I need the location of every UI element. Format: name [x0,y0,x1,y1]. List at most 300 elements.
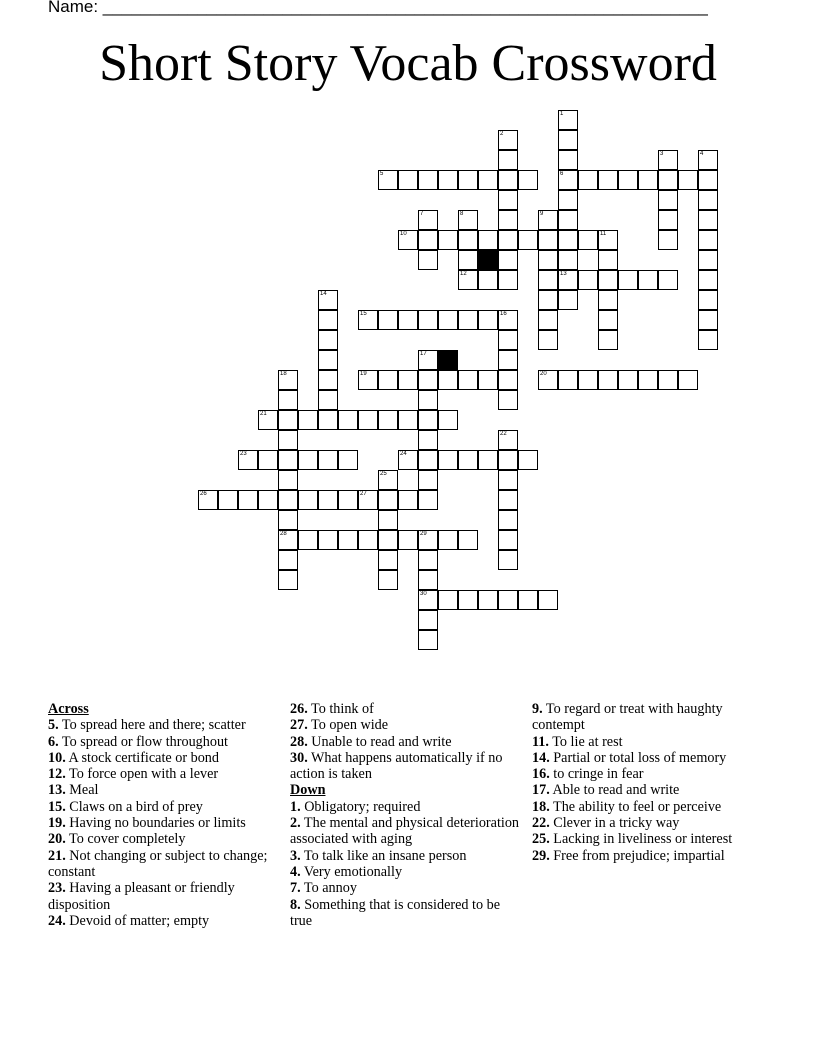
grid-cell[interactable] [338,410,358,430]
grid-cell[interactable] [558,210,578,230]
grid-cell[interactable] [238,450,258,470]
clue-number: 3 [660,151,664,157]
grid-cell[interactable] [418,350,438,370]
clue-item-number: 4. [290,863,301,880]
grid-cell[interactable] [398,230,418,250]
grid-cell[interactable] [318,490,338,510]
grid-cell[interactable] [598,230,618,250]
grid-cell[interactable] [378,490,398,510]
clue-item-text: Having no boundaries or limits [65,815,246,832]
grid-cell[interactable] [698,290,718,310]
grid-cell[interactable] [438,230,458,250]
clue-item [532,766,762,782]
clue-number: 14 [320,291,327,297]
clue-item-number: 30. [290,749,308,766]
clue-number: 22 [500,431,507,437]
clue-item-text: To open wide [307,717,389,734]
clue-item-text: The mental and physical deterioration associated with aging [290,815,520,848]
grid-cell[interactable] [458,270,478,290]
grid-cell[interactable] [598,270,618,290]
clue-item [48,750,278,766]
grid-cell[interactable] [358,370,378,390]
grid-cell[interactable] [298,450,318,470]
grid-cell[interactable] [698,330,718,350]
grid-cell[interactable] [378,530,398,550]
clue-item-text: To spread here and there; scatter [58,717,246,734]
grid-cell[interactable] [498,590,518,610]
clue-item-number: 24. [48,912,66,929]
grid-cell[interactable] [278,450,298,470]
clue-item-number: 18. [532,798,550,815]
clue-number: 25 [380,471,387,477]
grid-cell[interactable] [498,230,518,250]
grid-cell[interactable] [558,190,578,210]
grid-cell[interactable] [458,450,478,470]
grid-cell[interactable] [498,130,518,150]
clue-number: 17 [420,351,427,357]
grid-cell[interactable] [658,370,678,390]
grid-cell[interactable] [358,530,378,550]
grid-cell[interactable] [558,230,578,250]
clue-item-text: Free from prejudice; impartial [549,847,725,864]
grid-cell[interactable] [378,370,398,390]
grid-cell[interactable] [338,490,358,510]
grid-cell[interactable] [318,310,338,330]
grid-cell[interactable] [238,490,258,510]
grid-cell[interactable] [418,570,438,590]
clue-item [290,717,520,733]
clue-item [290,897,520,930]
grid-cell[interactable] [598,370,618,390]
grid-cell[interactable] [498,270,518,290]
grid-cell[interactable] [438,310,458,330]
grid-cell[interactable] [698,310,718,330]
blocked-cell [478,250,498,270]
grid-cell[interactable] [438,410,458,430]
grid-cell[interactable] [418,210,438,230]
clue-number: 1 [560,111,564,117]
clue-item-text: To think of [307,701,374,717]
clue-item-text: to cringe in fear [549,766,644,783]
grid-cell[interactable] [198,490,218,510]
grid-cell[interactable] [698,230,718,250]
grid-cell[interactable] [638,370,658,390]
grid-cell[interactable] [478,370,498,390]
grid-cell[interactable] [498,390,518,410]
clue-number: 18 [280,371,287,377]
clue-number: 13 [560,271,567,277]
clues-column-2 [290,701,520,929]
grid-cell[interactable] [698,150,718,170]
grid-cell[interactable] [618,170,638,190]
grid-cell[interactable] [658,190,678,210]
clue-item-text: Something that is considered to be true [290,896,501,929]
clue-item [532,701,762,734]
grid-cell[interactable] [418,470,438,490]
grid-cell[interactable] [678,370,698,390]
clue-number: 7 [420,211,424,217]
down-heading: Down [290,782,326,799]
grid-cell[interactable] [318,530,338,550]
clue-item [290,734,520,750]
clue-number: 10 [400,231,407,237]
grid-cell[interactable] [558,150,578,170]
grid-cell[interactable] [258,450,278,470]
grid-cell[interactable] [398,450,418,470]
grid-cell[interactable] [298,410,318,430]
grid-cell[interactable] [598,290,618,310]
grid-cell[interactable] [418,410,438,430]
clue-number: 15 [360,311,367,317]
grid-cell[interactable] [418,310,438,330]
clue-number: 21 [260,411,267,417]
grid-cell[interactable] [498,250,518,270]
clue-item [532,734,762,750]
grid-cell[interactable] [358,490,378,510]
grid-cell[interactable] [418,390,438,410]
clue-item [532,831,762,847]
grid-cell[interactable] [278,430,298,450]
grid-cell[interactable] [558,110,578,130]
clue-item [290,864,520,880]
grid-cell[interactable] [318,290,338,310]
clue-number: 23 [240,451,247,457]
clue-item-number: 3. [290,847,301,864]
name-field[interactable]: Name: ________________________________________________________________ [48,0,708,16]
grid-cell[interactable] [518,590,538,610]
grid-cell[interactable] [518,230,538,250]
clue-item-number: 5. [48,717,59,734]
clue-number: 24 [400,451,407,457]
clue-item-number: 17. [532,782,550,799]
grid-cell[interactable] [278,570,298,590]
clue-item-text: Obligatory; required [300,798,421,815]
grid-cell[interactable] [658,170,678,190]
grid-cell[interactable] [478,310,498,330]
clue-item-text: What happens automatically if no action is taken [290,749,503,783]
grid-cell[interactable] [558,270,578,290]
grid-cell[interactable] [318,350,338,370]
clue-item-text: To cover completely [65,831,186,848]
clue-number: 8 [460,211,464,217]
clue-number: 4 [700,151,704,157]
grid-cell[interactable] [498,530,518,550]
grid-cell[interactable] [538,210,558,230]
grid-cell[interactable] [598,330,618,350]
grid-cell[interactable] [398,370,418,390]
clue-item [290,750,520,783]
grid-cell[interactable] [498,370,518,390]
grid-cell[interactable] [318,450,338,470]
clue-item-text: Able to read and write [549,782,680,799]
grid-cell[interactable] [578,370,598,390]
grid-cell[interactable] [458,230,478,250]
grid-cell[interactable] [478,450,498,470]
clue-item-text: Unable to read and write [307,733,452,750]
grid-cell[interactable] [278,550,298,570]
grid-cell[interactable] [418,610,438,630]
grid-cell[interactable] [478,230,498,250]
grid-cell[interactable] [338,450,358,470]
clue-item-number: 16. [532,766,550,783]
grid-cell[interactable] [398,310,418,330]
grid-cell[interactable] [458,370,478,390]
grid-cell[interactable] [558,370,578,390]
clue-item [48,913,278,929]
grid-cell[interactable] [218,490,238,510]
grid-cell[interactable] [658,150,678,170]
grid-cell[interactable] [518,450,538,470]
grid-cell[interactable] [558,290,578,310]
clue-number: 26 [200,491,207,497]
grid-cell[interactable] [538,370,558,390]
clue-item-text: To spread or flow throughout [58,733,229,750]
grid-cell[interactable] [398,170,418,190]
clue-item [48,734,278,750]
grid-cell[interactable] [498,550,518,570]
grid-cell[interactable] [678,170,698,190]
grid-cell[interactable] [458,530,478,550]
clue-item-number: 2. [290,815,301,832]
grid-cell[interactable] [318,390,338,410]
clue-item-text: Clever in a tricky way [549,815,680,832]
clue-item-number: 6. [48,733,59,750]
grid-cell[interactable] [458,590,478,610]
clue-item-number: 19. [48,815,66,832]
grid-cell[interactable] [498,430,518,450]
grid-cell[interactable] [398,490,418,510]
grid-cell[interactable] [278,490,298,510]
clue-item [48,848,278,881]
grid-cell[interactable] [438,450,458,470]
grid-cell[interactable] [498,490,518,510]
clue-item-number: 13. [48,782,66,799]
grid-cell[interactable] [378,570,398,590]
grid-cell[interactable] [558,250,578,270]
clue-item [48,799,278,815]
grid-cell[interactable] [338,530,358,550]
grid-cell[interactable] [498,150,518,170]
grid-cell[interactable] [418,430,438,450]
clue-item [48,831,278,847]
grid-cell[interactable] [638,170,658,190]
grid-cell[interactable] [698,210,718,230]
grid-cell[interactable] [418,450,438,470]
grid-cell[interactable] [438,370,458,390]
clue-item-number: 1. [290,798,301,815]
clue-item [290,815,520,848]
clue-item-number: 9. [532,701,543,717]
grid-cell[interactable] [498,350,518,370]
grid-cell[interactable] [538,330,558,350]
grid-cell[interactable] [618,370,638,390]
grid-cell[interactable] [618,270,638,290]
clue-item-text: Having a pleasant or friendly disposition [48,880,235,913]
grid-cell[interactable] [498,450,518,470]
grid-cell[interactable] [558,130,578,150]
grid-cell[interactable] [258,490,278,510]
grid-cell[interactable] [638,270,658,290]
grid-cell[interactable] [458,310,478,330]
grid-cell[interactable] [458,250,478,270]
grid-cell[interactable] [518,170,538,190]
grid-cell[interactable] [498,190,518,210]
clue-number: 19 [360,371,367,377]
grid-cell[interactable] [438,170,458,190]
clue-item [48,815,278,831]
page-title: Short Story Vocab Crossword [99,35,717,92]
clue-item-number: 11. [532,733,549,750]
clue-item-text: Partial or total loss of memory [549,749,727,766]
clue-item-number: 27. [290,717,308,734]
grid-cell[interactable] [278,470,298,490]
grid-cell[interactable] [538,310,558,330]
grid-cell[interactable] [418,590,438,610]
clue-item-text: To annoy [300,880,357,897]
clue-number: 29 [420,531,427,537]
grid-cell[interactable] [378,550,398,570]
grid-cell[interactable] [658,230,678,250]
grid-cell[interactable] [418,370,438,390]
across-heading: Across [48,701,89,717]
grid-cell[interactable] [318,410,338,430]
grid-cell[interactable] [698,250,718,270]
clue-number: 2 [500,131,504,137]
clue-number: 11 [600,231,607,237]
grid-cell[interactable] [418,490,438,510]
clue-item [290,701,520,717]
grid-cell[interactable] [698,170,718,190]
clue-number: 16 [500,311,507,317]
grid-cell[interactable] [378,310,398,330]
clue-item-number: 26. [290,701,308,717]
clue-item [532,750,762,766]
grid-cell[interactable] [498,170,518,190]
grid-cell[interactable] [358,410,378,430]
grid-cell[interactable] [358,310,378,330]
grid-cell[interactable] [438,590,458,610]
clue-item-text: Not changing or subject to change; constant [48,847,268,880]
grid-cell[interactable] [378,510,398,530]
clue-item-text: Very emotionally [300,863,403,880]
grid-cell[interactable] [498,470,518,490]
grid-cell[interactable] [538,590,558,610]
grid-cell[interactable] [658,210,678,230]
grid-cell[interactable] [578,230,598,250]
clue-item [290,880,520,896]
grid-cell[interactable] [418,630,438,650]
grid-cell[interactable] [378,170,398,190]
grid-cell[interactable] [558,170,578,190]
grid-cell[interactable] [278,390,298,410]
grid-cell[interactable] [498,310,518,330]
grid-cell[interactable] [378,470,398,490]
clue-number: 28 [280,531,287,537]
clue-item-text: To regard or treat with haughty contempt [532,701,723,734]
grid-cell[interactable] [598,250,618,270]
grid-cell[interactable] [298,490,318,510]
clue-item-text: Lacking in liveliness or interest [549,831,733,848]
grid-cell[interactable] [398,530,418,550]
grid-cell[interactable] [438,530,458,550]
grid-cell[interactable] [598,310,618,330]
clue-number: 12 [460,271,467,277]
clue-number: 30 [420,591,427,597]
clue-item-text: Claws on a bird of prey [65,798,203,815]
grid-cell[interactable] [398,410,418,430]
grid-cell[interactable] [538,290,558,310]
clue-item [290,848,520,864]
clue-item-text: Devoid of matter; empty [65,912,210,929]
grid-cell[interactable] [538,230,558,250]
grid-cell[interactable] [498,510,518,530]
grid-cell[interactable] [458,210,478,230]
clue-item-number: 21. [48,847,66,864]
grid-cell[interactable] [498,210,518,230]
clue-item [532,815,762,831]
grid-cell[interactable] [658,270,678,290]
grid-cell[interactable] [418,230,438,250]
clue-item [48,880,278,913]
grid-cell[interactable] [318,330,338,350]
grid-cell[interactable] [698,190,718,210]
blocked-cell [438,350,458,370]
clue-item-text: To talk like an insane person [300,847,467,864]
clue-item-text: A stock certificate or bond [65,749,219,766]
grid-cell[interactable] [478,270,498,290]
grid-cell[interactable] [418,250,438,270]
grid-cell[interactable] [478,170,498,190]
clue-item [532,782,762,798]
grid-cell[interactable] [538,250,558,270]
grid-cell[interactable] [458,170,478,190]
grid-cell[interactable] [418,530,438,550]
clue-item-number: 29. [532,847,550,864]
grid-cell[interactable] [498,330,518,350]
grid-cell[interactable] [598,170,618,190]
grid-cell[interactable] [698,270,718,290]
clue-item-number: 8. [290,896,301,913]
grid-cell[interactable] [278,410,298,430]
clue-item-number: 10. [48,749,66,766]
grid-cell[interactable] [278,370,298,390]
grid-cell[interactable] [258,410,278,430]
grid-cell[interactable] [278,510,298,530]
clue-item-number: 20. [48,831,66,848]
grid-cell[interactable] [578,270,598,290]
clue-item-number: 12. [48,766,66,783]
clue-item-text: Meal [65,782,99,799]
clue-item [48,717,278,733]
clue-item [290,799,520,815]
clues-column-3 [532,701,762,864]
grid-cell[interactable] [478,590,498,610]
grid-cell[interactable] [278,530,298,550]
grid-cell[interactable] [538,270,558,290]
grid-cell[interactable] [418,170,438,190]
clue-item-text: To force open with a lever [65,766,219,783]
clue-item-number: 22. [532,815,550,832]
grid-cell[interactable] [298,530,318,550]
clue-item [48,766,278,782]
grid-cell[interactable] [578,170,598,190]
clue-item [532,848,762,864]
grid-cell[interactable] [378,410,398,430]
clue-item-text: To lie at rest [548,733,623,750]
grid-cell[interactable] [318,370,338,390]
grid-cell[interactable] [418,550,438,570]
clue-item-text: The ability to feel or perceive [549,798,722,815]
